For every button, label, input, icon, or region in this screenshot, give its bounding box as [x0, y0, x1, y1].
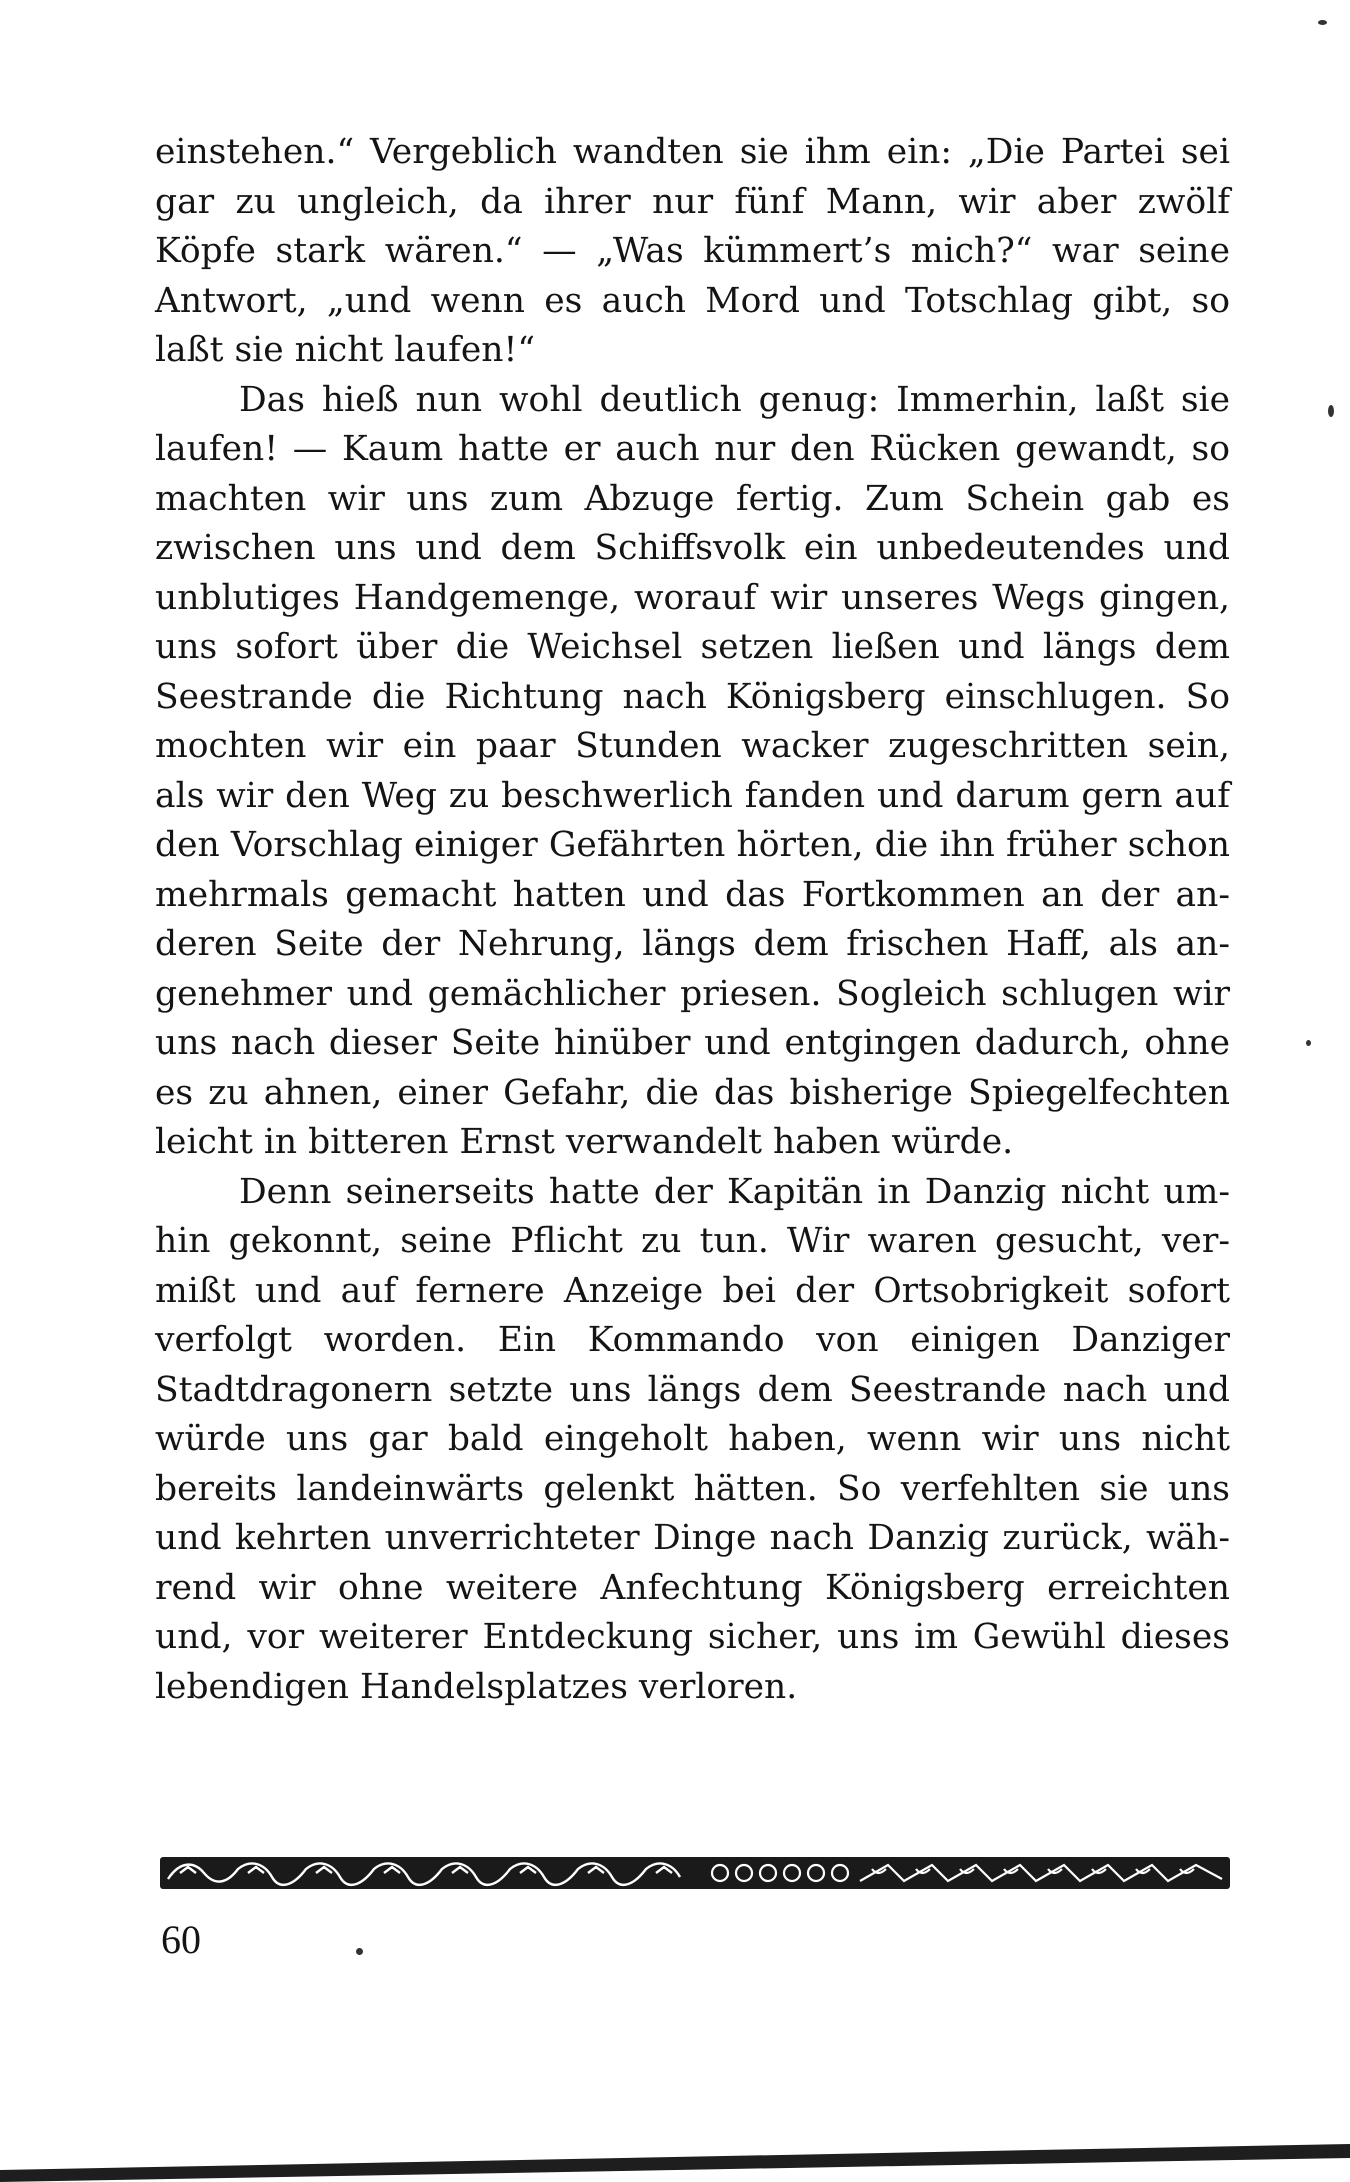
paragraph-3: Denn seinerseits hatte der Kapitän in Danzig nicht umhin gekonnt, seine Pflicht zu tun. Wir waren gesucht, vermißt und auf fernere Anzeige bei der Ortsobrigkeit sofort verfolgt worden. Ein Kommando von einigen Danziger Stadtdragonern setzte uns längs dem Seestrande nach und würde uns gar bald eingeholt haben, wenn wir uns nicht bereits landeinwärts gelenkt hätten. So verfehlten sie uns und kehrten unverrichteter Dinge nach Danzig zurück, während wir ohne weitere Anfechtung Königsberg erreichten und, vor weiterer Entdeckung sicher, uns im Gewühl dieses lebendigen Handelsplatzes verloren.: [155, 1171, 1230, 1707]
ornamental-border-rule: [160, 1855, 1230, 1891]
print-speck: [1306, 1040, 1311, 1046]
page-number: 60: [161, 1917, 201, 1962]
print-speck: [356, 1948, 363, 1955]
print-speck: [1328, 405, 1334, 417]
body-text: [155, 128, 1230, 1712]
page-bottom-edge: [0, 2126, 1350, 2182]
print-speck: [1318, 20, 1327, 25]
paragraph-1: einstehen.“ Vergeblich wandten sie ihm ein: „Die Partei sei gar zu ungleich, da ihrer nur fünf Mann, wir aber zwölf Köpfe stark wären.“ — „Was kümmert’s mich?“ war seine Antwort, „und wenn es auch Mord und Totschlag gibt, so laßt sie nicht laufen!“: [155, 132, 1230, 370]
paragraph-2: Das hieß nun wohl deutlich genug: Immerhin, laßt sie laufen! — Kaum hatte er auch nur den Rücken gewandt, so machten wir uns zum Abzuge fertig. Zum Schein gab es zwischen uns und dem Schiffsvolk ein unbedeutendes und unblutiges Handgemenge, worauf wir unseres Wegs gingen, uns sofort über die Weichsel setzen ließen und längs dem Seestrande die Richtung nach Königsberg einschlugen. So mochten wir ein paar Stunden wacker zugeschritten sein, als wir den Weg zu beschwerlich fanden und darum gern auf den Vorschlag einiger Gefährten hörten, die ihn früher schon mehrmals gemacht hatten und das Fortkommen an der anderen Seite der Nehrung, längs dem frischen Haff, als angenehmer und gemächlicher priesen. Sogleich schlugen wir uns nach dieser Seite hinüber und entgingen dadurch, ohne es zu ahnen, einer Gefahr, die das bisherige Spiegelfechten leicht in bitteren Ernst verwandelt haben würde.: [155, 379, 1230, 1162]
